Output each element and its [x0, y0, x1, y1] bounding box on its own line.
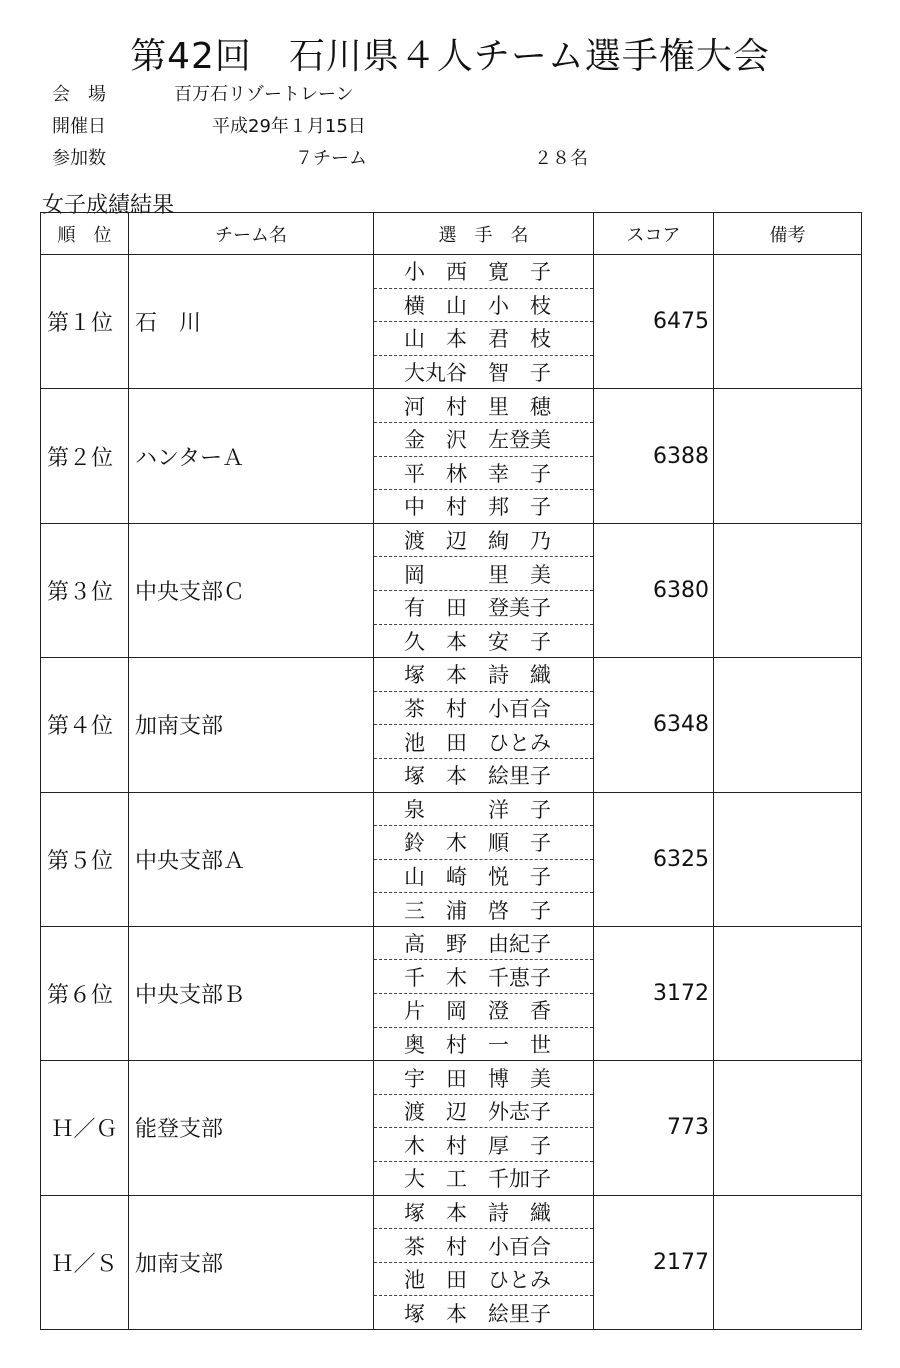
- player-name: 片 岡 澄 香: [404, 999, 551, 1024]
- participants-row: [52, 144, 588, 170]
- player-name: 岡 里 美: [404, 562, 551, 587]
- rank-cell: Ｈ／Ｓ: [41, 1195, 129, 1329]
- table-row: [41, 1061, 862, 1095]
- player-cell: [374, 456, 594, 490]
- player-cell: [374, 792, 594, 826]
- table-row: [41, 389, 862, 423]
- player-name: 塚 本 絵里子: [404, 1301, 551, 1326]
- player-name: 山 崎 悦 子: [404, 864, 551, 889]
- page-title: 第42回 石川県４人チーム選手権大会: [130, 36, 770, 77]
- header-team: チーム名: [129, 213, 374, 255]
- table-row: [41, 658, 862, 692]
- player-name: 小 西 寛 子: [404, 260, 551, 285]
- player-name: 泉 洋 子: [404, 797, 551, 822]
- player-name: 中 村 邦 子: [404, 495, 551, 520]
- note-cell: [714, 523, 862, 657]
- player-name: 三 浦 啓 子: [404, 898, 551, 923]
- player-cell: [374, 1128, 594, 1162]
- player-cell: [374, 826, 594, 860]
- rank-cell: 第１位: [41, 255, 129, 389]
- player-name: 渡 辺 外志子: [404, 1100, 551, 1125]
- venue-value: 百万石リゾートレーン: [174, 84, 354, 105]
- venue-row: [52, 80, 354, 106]
- note-cell: [714, 389, 862, 523]
- score-cell: 6475: [594, 255, 714, 389]
- player-cell: [374, 926, 594, 960]
- header-row: [41, 213, 862, 255]
- player-name: 池 田 ひとみ: [404, 1268, 551, 1293]
- player-name: 池 田 ひとみ: [404, 730, 551, 755]
- note-cell: [714, 926, 862, 1060]
- player-cell: [374, 1061, 594, 1095]
- player-name: 河 村 里 穂: [404, 394, 551, 419]
- player-name: 金 沢 左登美: [404, 428, 551, 453]
- header-players: 選 手 名: [374, 213, 594, 255]
- note-cell: [714, 658, 862, 792]
- rank-cell: 第６位: [41, 926, 129, 1060]
- players-count: ２８名: [534, 148, 588, 169]
- player-cell: [374, 725, 594, 759]
- player-cell: [374, 590, 594, 624]
- player-cell: [374, 422, 594, 456]
- player-cell: [374, 994, 594, 1028]
- team-cell: ハンターＡ: [129, 389, 374, 523]
- player-cell: [374, 389, 594, 423]
- player-cell: [374, 355, 594, 389]
- player-cell: [374, 859, 594, 893]
- header-score: スコア: [594, 213, 714, 255]
- team-cell: 加南支部: [129, 658, 374, 792]
- player-cell: [374, 490, 594, 524]
- player-name: 大 工 千加子: [404, 1167, 551, 1192]
- player-name: 平 林 幸 子: [404, 461, 551, 486]
- table-row: [41, 926, 862, 960]
- date-row: [52, 112, 366, 138]
- player-cell: [374, 255, 594, 289]
- rank-cell: 第４位: [41, 658, 129, 792]
- results-table: [40, 212, 862, 1330]
- player-name: 茶 村 小百合: [404, 1234, 551, 1259]
- player-cell: [374, 557, 594, 591]
- team-cell: 石 川: [129, 255, 374, 389]
- player-name: 木 村 厚 子: [404, 1133, 551, 1158]
- player-name: 久 本 安 子: [404, 629, 551, 654]
- rank-cell: 第３位: [41, 523, 129, 657]
- table-row: [41, 792, 862, 826]
- player-name: 千 木 千恵子: [404, 965, 551, 990]
- header-rank: 順 位: [41, 213, 129, 255]
- player-cell: [374, 960, 594, 994]
- player-name: 塚 本 絵里子: [404, 764, 551, 789]
- player-name: 横 山 小 枝: [404, 293, 551, 318]
- player-name: 高 野 由紀子: [404, 932, 551, 957]
- player-cell: [374, 893, 594, 927]
- table-row: [41, 1195, 862, 1229]
- rank-cell: Ｈ／Ｇ: [41, 1061, 129, 1195]
- player-cell: [374, 624, 594, 658]
- player-name: 宇 田 博 美: [404, 1066, 551, 1091]
- player-cell: [374, 1262, 594, 1296]
- team-cell: 中央支部Ｂ: [129, 926, 374, 1060]
- score-cell: 6348: [594, 658, 714, 792]
- player-cell: [374, 1229, 594, 1263]
- player-name: 塚 本 詩 織: [404, 663, 551, 688]
- score-cell: 6380: [594, 523, 714, 657]
- table-row: [41, 255, 862, 289]
- score-cell: 3172: [594, 926, 714, 1060]
- team-cell: 加南支部: [129, 1195, 374, 1329]
- player-cell: [374, 523, 594, 557]
- table-row: [41, 523, 862, 557]
- date-value: 平成29年１月15日: [212, 116, 366, 137]
- venue-label: 会 場: [52, 84, 106, 105]
- team-cell: 中央支部Ａ: [129, 792, 374, 926]
- date-label: 開催日: [52, 116, 106, 137]
- player-name: 塚 本 詩 織: [404, 1200, 551, 1225]
- note-cell: [714, 1195, 862, 1329]
- player-cell: [374, 658, 594, 692]
- team-cell: 能登支部: [129, 1061, 374, 1195]
- player-name: 有 田 登美子: [404, 596, 551, 621]
- section-title: 女子成績結果: [42, 193, 175, 218]
- player-name: 茶 村 小百合: [404, 697, 551, 722]
- note-cell: [714, 1061, 862, 1195]
- score-cell: 6325: [594, 792, 714, 926]
- teams-count: ７チーム: [295, 148, 367, 169]
- player-name: 奥 村 一 世: [404, 1032, 551, 1057]
- player-cell: [374, 1027, 594, 1061]
- player-cell: [374, 1195, 594, 1229]
- player-name: 鈴 木 順 子: [404, 831, 551, 856]
- score-cell: 773: [594, 1061, 714, 1195]
- player-name: 大丸谷 智 子: [404, 361, 551, 386]
- player-cell: [374, 758, 594, 792]
- score-cell: 2177: [594, 1195, 714, 1329]
- note-cell: [714, 792, 862, 926]
- player-cell: [374, 1094, 594, 1128]
- player-cell: [374, 322, 594, 356]
- header-note: 備考: [714, 213, 862, 255]
- score-cell: 6388: [594, 389, 714, 523]
- rank-cell: 第２位: [41, 389, 129, 523]
- rank-cell: 第５位: [41, 792, 129, 926]
- player-cell: [374, 288, 594, 322]
- note-cell: [714, 255, 862, 389]
- player-name: 山 本 君 枝: [404, 327, 551, 352]
- team-cell: 中央支部Ｃ: [129, 523, 374, 657]
- player-cell: [374, 1162, 594, 1196]
- player-cell: [374, 691, 594, 725]
- results-body: [41, 255, 862, 1330]
- participants-label: 参加数: [52, 148, 106, 169]
- player-name: 渡 辺 絢 乃: [404, 529, 551, 554]
- player-cell: [374, 1296, 594, 1330]
